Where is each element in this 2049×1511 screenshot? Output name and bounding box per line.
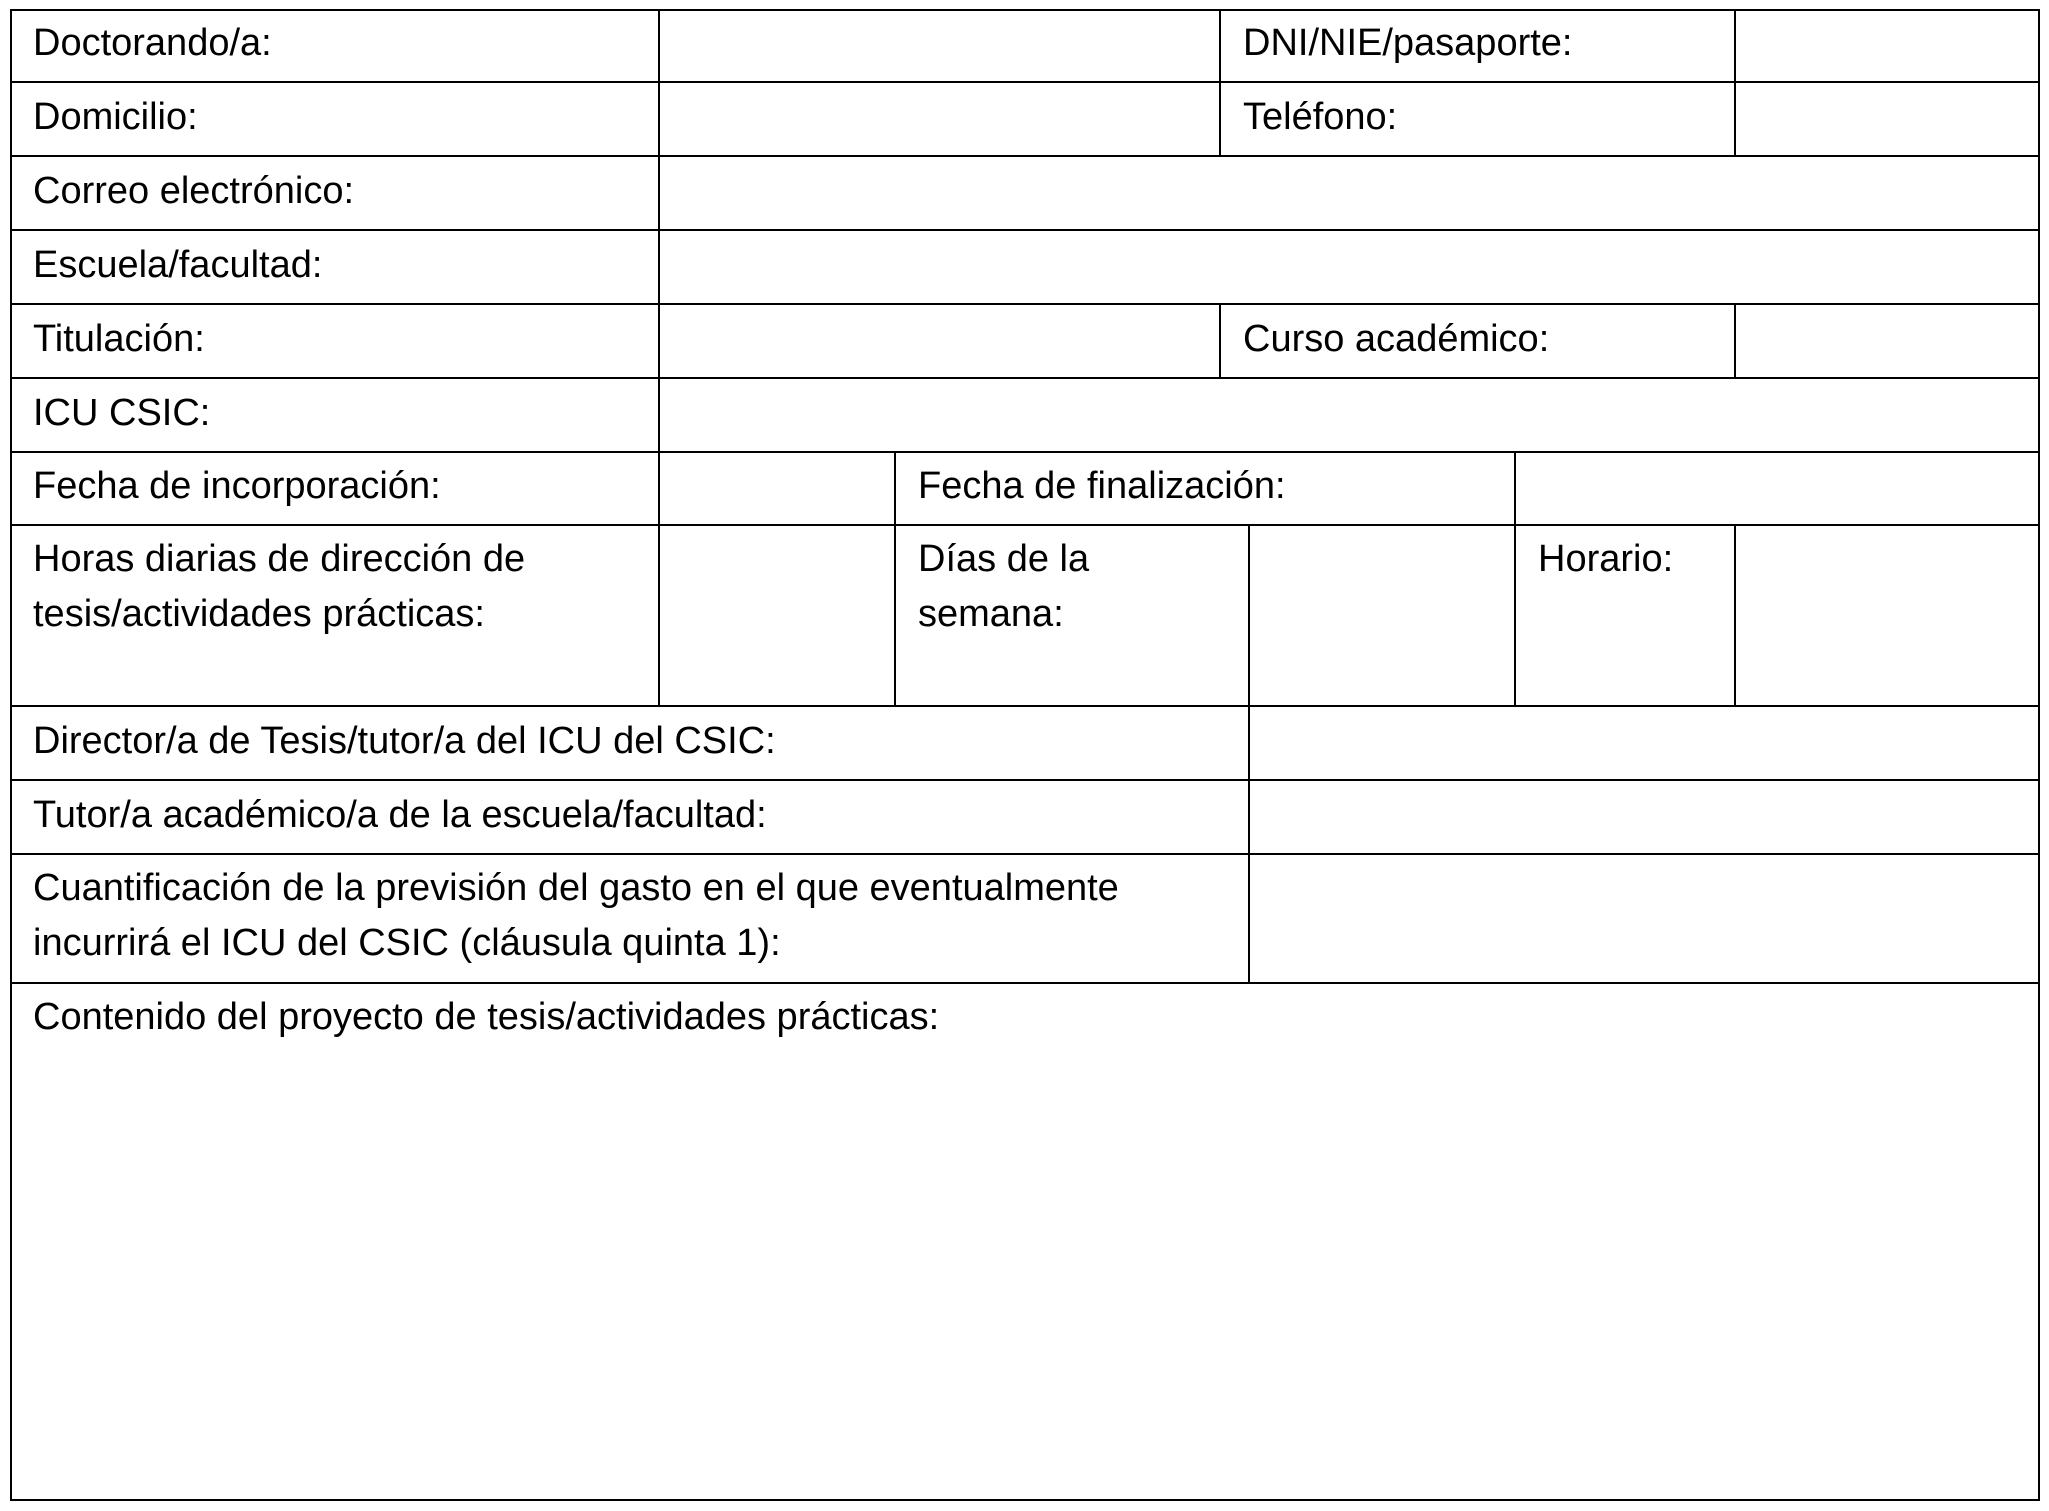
correo-field[interactable] <box>660 157 2038 229</box>
horario-label: Horario: <box>1538 538 1674 580</box>
contenido-field[interactable] <box>12 1048 2038 1499</box>
domicilio-label: Domicilio: <box>33 96 198 138</box>
dni-label: DNI/NIE/pasaporte: <box>1243 22 1573 64</box>
dias-label-line1: Días de la <box>918 538 1090 580</box>
domicilio-field[interactable] <box>660 83 1219 155</box>
curso-label: Curso académico: <box>1243 318 1550 360</box>
dias-label-line2: semana: <box>918 593 1064 635</box>
horas-field[interactable] <box>660 526 894 705</box>
escuela-field[interactable] <box>660 231 2038 303</box>
dni-field[interactable] <box>1736 11 2038 81</box>
titulacion-label: Titulación: <box>33 318 205 360</box>
curso-field[interactable] <box>1736 305 2038 377</box>
director-label: Director/a de Tesis/tutor/a del ICU del CSIC: <box>33 720 776 762</box>
titulacion-field[interactable] <box>660 305 1219 377</box>
horas-label-line1: Horas diarias de dirección de <box>33 538 526 580</box>
fecha-finalizacion-field[interactable] <box>1516 453 2038 524</box>
contenido-label: Contenido del proyecto de tesis/actividades prácticas: <box>33 996 940 1038</box>
tutor-label: Tutor/a académico/a de la escuela/facultad: <box>33 794 767 836</box>
column-divider <box>1219 303 1221 377</box>
correo-label: Correo electrónico: <box>33 170 355 212</box>
doctorando-label: Doctorando/a: <box>33 22 272 64</box>
horario-field[interactable] <box>1736 526 2038 705</box>
icu-label: ICU CSIC: <box>33 392 211 434</box>
horas-label-line2: tesis/actividades prácticas: <box>33 593 485 635</box>
fecha-incorporacion-field[interactable] <box>660 453 894 524</box>
dias-field[interactable] <box>1250 526 1514 705</box>
fecha-incorporacion-label: Fecha de incorporación: <box>33 465 441 507</box>
escuela-label: Escuela/facultad: <box>33 244 323 286</box>
icu-field[interactable] <box>660 379 2038 451</box>
director-field[interactable] <box>1250 707 2038 779</box>
tutor-field[interactable] <box>1250 781 2038 853</box>
doctorando-field[interactable] <box>660 11 1219 81</box>
fecha-finalizacion-label: Fecha de finalización: <box>918 465 1286 507</box>
cuantificacion-field[interactable] <box>1250 855 2038 982</box>
column-divider <box>1219 9 1221 155</box>
telefono-label: Teléfono: <box>1243 96 1398 138</box>
cuantificacion-label-line1: Cuantificación de la previsión del gasto en el que eventualmente <box>33 867 1119 909</box>
cuantificacion-label-line2: incurrirá el ICU del CSIC (cláusula quinta 1): <box>33 922 781 964</box>
telefono-field[interactable] <box>1736 83 2038 155</box>
column-divider <box>894 451 896 705</box>
row-divider <box>10 982 2040 984</box>
